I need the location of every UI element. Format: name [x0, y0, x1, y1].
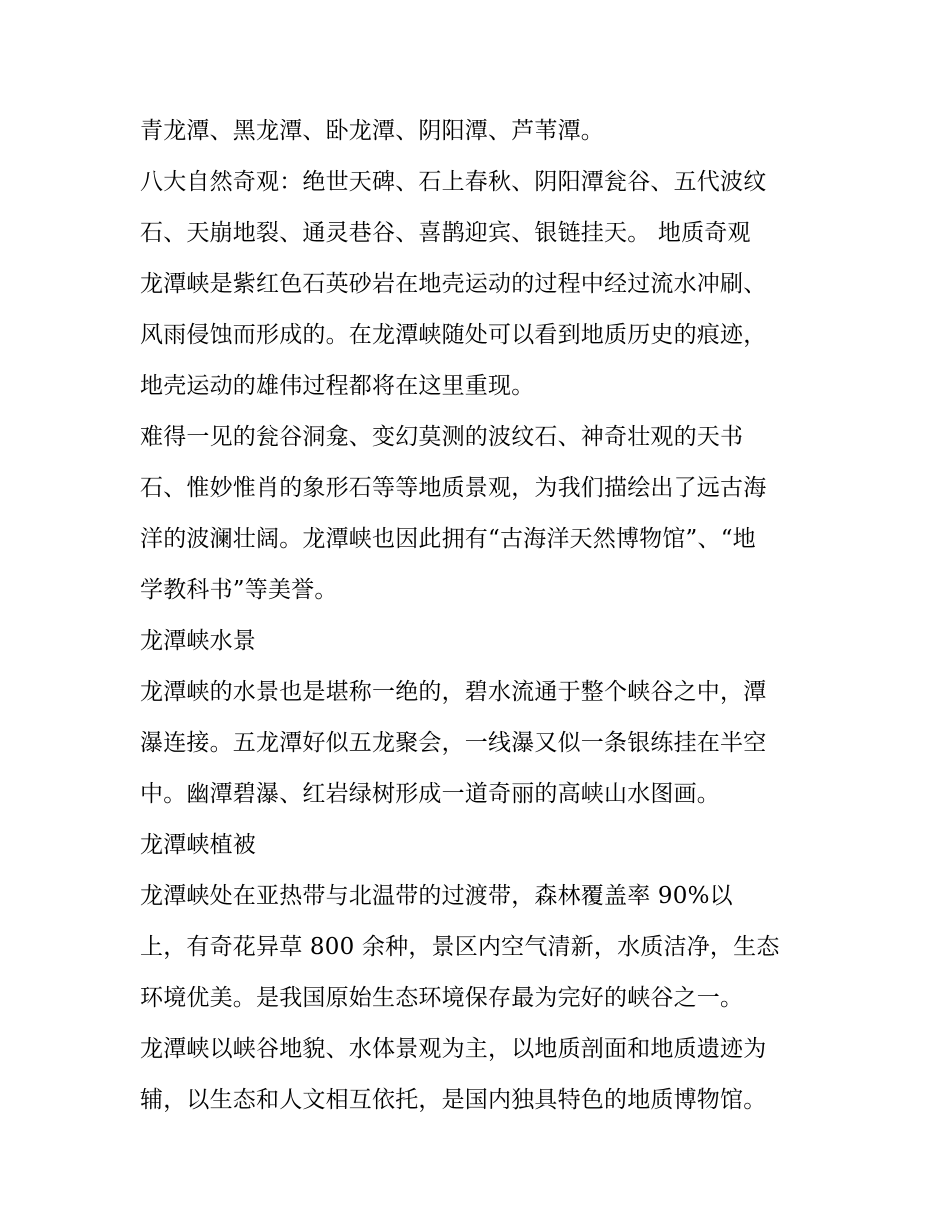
text-line: 青龙潭、黑龙潭、卧龙潭、阴阳潭、芦苇潭。 [140, 118, 604, 144]
text-line: 瀑连接。五龙潭好似五龙聚会，一线瀑又似一条银练挂在半空 [140, 730, 767, 756]
text-line: 龙潭峡处在亚热带与北温带的过渡带，森林覆盖率 90%以 [140, 883, 733, 909]
text-line: 龙潭峡的水景也是堪称一绝的，碧水流通于整个峡谷之中，潭 [140, 679, 767, 705]
text-line: 龙潭峡以峡谷地貌、水体景观为主，以地质剖面和地质遗迹为 [140, 1036, 767, 1062]
text-line: 石、惟妙惟肖的象形石等等地质景观，为我们描绘出了远古海 [140, 475, 767, 501]
section-heading: 龙潭峡水景 [140, 628, 256, 654]
section-heading: 龙潭峡植被 [140, 832, 256, 858]
text-line: 风雨侵蚀而形成的。在龙潭峡随处可以看到地质历史的痕迹， [140, 322, 767, 348]
text-line: 环境优美。是我国原始生态环境保存最为完好的峡谷之一。 [140, 985, 744, 1011]
text-line: 辅，以生态和人文相互依托，是国内独具特色的地质博物馆。 [140, 1087, 767, 1113]
text-line: 学教科书”等美誉。 [140, 577, 338, 603]
text-line: 石、天崩地裂、通灵巷谷、喜鹊迎宾、银链挂天。 地质奇观 [140, 220, 751, 246]
document-body [140, 106, 820, 1126]
text-line: 龙潭峡是紫红色石英砂岩在地壳运动的过程中经过流水冲刷、 [140, 271, 767, 297]
text-line: 中。幽潭碧瀑、红岩绿树形成一道奇丽的高峡山水图画。 [140, 781, 720, 807]
text-line: 难得一见的瓮谷洞龛、变幻莫测的波纹石、神奇壮观的天书 [140, 424, 744, 450]
text-line: 上，有奇花异草 800 余种，景区内空气清新，水质洁净，生态 [140, 934, 780, 960]
text-line: 洋的波澜壮阔。龙潭峡也因此拥有“古海洋天然博物馆”、“地 [140, 526, 756, 552]
text-line: 八大自然奇观：绝世天碑、石上春秋、阴阳潭瓮谷、五代波纹 [140, 169, 767, 195]
text-line: 地壳运动的雄伟过程都将在这里重现。 [140, 373, 535, 399]
